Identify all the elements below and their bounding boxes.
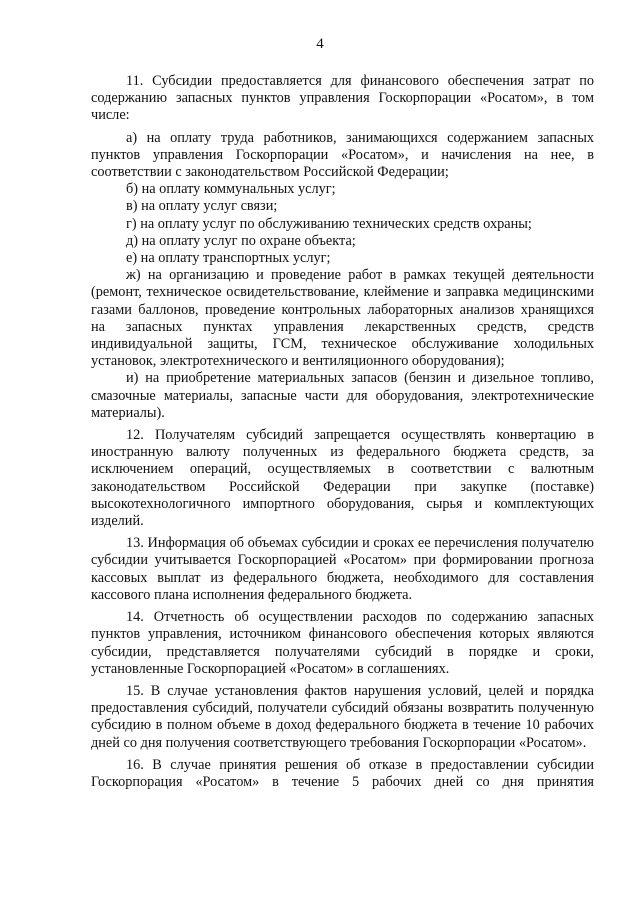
subitem-a: а) на оплату труда работников, занимающихся содержанием запасных пунктов управления Госкорпорации «Росатом», и начисления на нее, в соответствии с законодательством Российской Федерации; [91,129,594,181]
page-number: 4 [316,36,324,52]
paragraph-15: 15. В случае установления фактов нарушения условий, целей и порядка предоставления субсидий, получатели субсидий обязаны возвратить полученную субсидию в полном объеме в доход федерального бюджета в течение 10 рабочих дней со дня получения соответствующего требования Госкорпорации «Росатом». [91,682,594,751]
subitem-i: и) на приобретение материальных запасов (бензин и дизельное топливо, смазочные материалы, запасные части для оборудования, электротехнические материалы). [91,370,594,421]
paragraph-16: 16. В случае принятия решения об отказе в предоставлении субсидии Госкорпорация «Росатом» в течение 5 рабочих дней со дня принятия [91,756,594,790]
subitem-v: в) на оплату услуг связи; [126,198,278,215]
subitem-zh: ж) на организацию и проведение работ в рамках текущей деятельности (ремонт, техническое освидетельствование, клеймение и заправка медицинскими газами баллонов, проведение контрольных лабораторных анализов хранящихся на запасных пунктах управления лекарственных средств, средств индивидуальной защиты, ГСМ, техническое обслуживание холодильных установок, электротехнического и вентиляционного оборудования); [91,267,594,370]
document-body [91,73,594,791]
subitem-e: е) на оплату транспортных услуг; [126,250,331,267]
paragraph-13: 13. Информация об объемах субсидии и сроках ее перечисления получателю субсидии учитывается Госкорпорацией «Росатом» при формировании прогноза кассовых выплат из федерального бюджета, необходимого для составления кассового плана исполнения федерального бюджета. [91,535,594,603]
paragraph-14: 14. Отчетность об осуществлении расходов по содержанию запасных пунктов управления, источником финансового обеспечения которых являются субсидии, представляется получателями субсидий в порядке и сроки, установленные Госкорпорацией «Росатом» в соглашениях. [91,609,594,677]
subitem-g: г) на оплату услуг по обслуживанию технических средств охраны; [126,215,532,232]
paragraph-11: 11. Субсидии предоставляется для финансового обеспечения затрат по содержанию запасных пунктов управления Госкорпорации «Росатом», в том числе: [91,73,594,124]
paragraph-12: 12. Получателям субсидий запрещается осуществлять конвертацию в иностранную валюту полученных из федерального бюджета средств, за исключением операций, осуществляемых в соответствии с валютным законодательством Российской Федерации при закупке (поставке) высокотехнологичного импортного оборудования, сырья и комплектующих изделий. [91,427,594,530]
subitem-b: б) на оплату коммунальных услуг; [126,181,336,198]
subitem-d: д) на оплату услуг по охране объекта; [126,232,356,249]
